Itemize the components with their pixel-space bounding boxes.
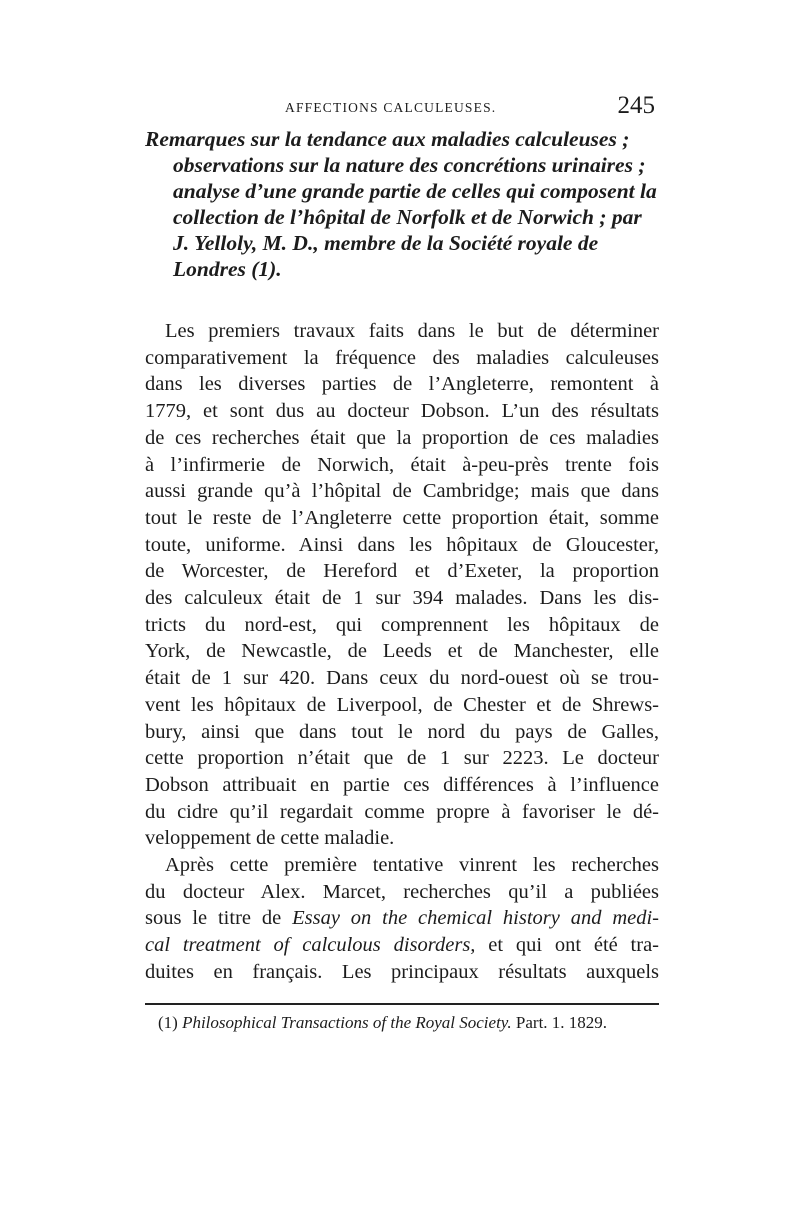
text-line: de Worcester, de Hereford et d’Exeter, la proportion [145,560,659,583]
text-line: du docteur Alex. Marcet, recherches qu’il a publiées [145,880,659,903]
running-head [145,92,655,126]
text-line: comparativement la fréquence des maladies calculeuses [145,346,659,369]
text-line: à l’infirmerie de Norwich, était à-peu-près trente fois [145,453,659,476]
footnote [158,1012,668,1034]
page-number: 245 [617,92,655,119]
footnote-detail: Part. 1. 1829. [515,1013,608,1032]
text-line: York, de Newcastle, de Leeds et de Manchester, elle [145,640,659,663]
text-line: toute, uniforme. Ainsi dans les hôpitaux de Gloucester, [145,533,659,556]
article-title [145,126,665,282]
text-line [145,932,659,959]
text-line: tricts du nord-est, qui comprennent les hôpitaux de [145,613,659,636]
footnote-source: Philosophical Transactions of the Royal Society. [182,1013,512,1032]
title-line: Londres (1). [173,257,282,281]
text-line: veloppement de cette maladie. [145,827,395,850]
title-line: Remarques sur la tendance aux maladies calculeuses ; [145,127,630,151]
text-line: Les premiers travaux faits dans le but de déterminer [165,320,659,342]
text-fragment: sous le titre de [145,907,282,930]
body-text [145,318,659,986]
text-line: 1779, et sont dus au docteur Dobson. L’un des résultats [145,400,659,423]
text-fragment: et qui ont été tra- [488,934,659,957]
text-line: du cidre qu’il regardait comme propre à favoriser le dé- [145,800,659,823]
text-line: duites en français. Les principaux résultats auxquels [145,960,659,983]
title-line: collection de l’hôpital de Norfolk et de Norwich ; par [173,205,642,229]
text-line: vent les hôpitaux de Liverpool, de Chester et de Shrews- [145,693,659,716]
essay-title-fragment: Essay on the chemical history and medi- [292,907,660,930]
footnote-rule [145,1003,659,1005]
text-line: bury, ainsi que dans tout le nord du pays de Galles, [145,720,659,743]
text-line: de ces recherches était que la proportion de ces maladies [145,426,659,449]
title-line: J. Yelloly, M. D., membre de la Société royale de [173,231,599,255]
title-line: analyse d’une grande partie de celles qui composent la [173,179,657,203]
text-line: dans les diverses parties de l’Angleterre, remontent à [145,373,659,396]
text-line [145,905,659,932]
text-line: était de 1 sur 420. Dans ceux du nord-ouest où se trou- [145,667,659,690]
footnote-marker: (1) [158,1013,178,1032]
text-line: cette proportion n’était que de 1 sur 2223. Le docteur [145,747,659,770]
text-line: Après cette première tentative vinrent les recherches [165,854,659,877]
running-title: AFFECTIONS CALCULEUSES. [285,100,497,115]
title-line: observations sur la nature des concrétions urinaires ; [173,153,646,177]
text-line: des calculeux était de 1 sur 394 malades. Dans les dis- [145,587,659,610]
text-line: tout le reste de l’Angleterre cette proportion était, somme [145,506,659,529]
essay-title-fragment: cal treatment of calculous disorders, [145,934,476,957]
text-line: Dobson attribuait en partie ces différences à l’influence [145,773,659,796]
text-line: aussi grande qu’à l’hôpital de Cambridge; mais que dans [145,480,659,503]
